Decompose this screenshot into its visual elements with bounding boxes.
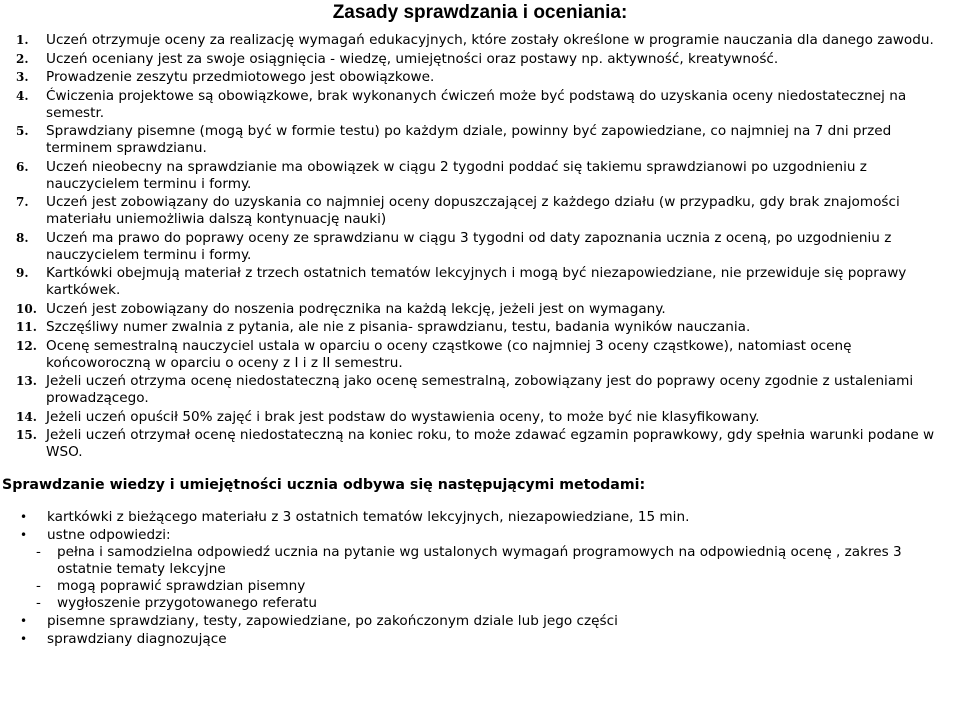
rule-text: Uczeń jest zobowiązany do noszenia podręcznika na każdą lekcję, jeżeli jest on wymagany. [46, 300, 666, 317]
sub-item-text: pełna i samodzielna odpowiedź ucznia na pytanie wg ustalonych wymagań programowych na odpowiednią ocenę , zakres 3 ostatnie tematy lekcyjne [57, 544, 902, 577]
rule-text: Uczeń otrzymuje oceny za realizację wymagań edukacyjnych, które zostały określone w programie nauczania dla danego zawodu. [46, 32, 934, 48]
rule-number: 14. [16, 409, 37, 424]
rule-item [0, 230, 960, 264]
rule-number: 1. [16, 33, 29, 47]
method-text: kartkówki z bieżącego materiału z 3 ostatnich tematów lekcyjnych, niezapowiedziane, 15 min. [47, 509, 690, 525]
rule-number: 7. [16, 195, 29, 209]
rule-item [0, 194, 960, 228]
rule-item [0, 319, 960, 336]
rule-text: Uczeń ma prawo do poprawy oceny ze sprawdzianu w ciągu 3 tygodni od daty zapoznania ucznia z oceną, po uzgodnieniu z nauczycielem terminu i formy. [46, 229, 892, 263]
bullet-icon: • [20, 510, 28, 524]
rule-text: Uczeń oceniany jest za swoje osiągnięcia - wiedzę, umiejętności oraz postawy np. aktywność, kreatywność. [46, 50, 779, 67]
methods-heading: Sprawdzanie wiedzy i umiejętności ucznia odbywa się następującymi metodami: [2, 477, 646, 493]
rule-item [0, 338, 960, 372]
sub-item-text: mogą poprawić sprawdzian pisemny [57, 578, 306, 594]
bullet-icon: • [20, 528, 28, 542]
rules-list [0, 32, 960, 461]
rule-number: 3. [16, 70, 29, 84]
method-item [0, 509, 960, 526]
rule-number: 13. [16, 374, 37, 388]
dash-icon: - [36, 595, 41, 611]
sub-item [0, 544, 960, 578]
dash-icon: - [36, 544, 41, 560]
rule-item [0, 159, 960, 193]
method-item [0, 527, 960, 612]
rule-number: 6. [16, 159, 29, 174]
rule-number: 9. [16, 266, 29, 280]
rule-number: 10. [16, 301, 37, 316]
rule-item [0, 69, 960, 86]
rule-item [0, 88, 960, 122]
bullet-icon: • [20, 614, 28, 628]
rule-number: 2. [16, 51, 29, 66]
method-text: sprawdziany diagnozujące [47, 631, 227, 647]
dash-icon: - [36, 578, 41, 594]
rule-text: Szczęśliwy numer zwalnia z pytania, ale nie z pisania- sprawdzianu, testu, badania wyników nauczania. [46, 319, 751, 335]
rule-text: Sprawdziany pisemne (mogą być w formie testu) po każdym dziale, powinny być zapowiedziane, co najmniej na 7 dni przed terminem sprawdzianu. [46, 123, 892, 156]
rule-text: Uczeń jest zobowiązany do uzyskania co najmniej oceny dopuszczającej z każdego działu (w przypadku, gdy brak znajomości materiału uniemożliwia dalszą kontynuację nauki) [46, 194, 900, 227]
rule-text: Prowadzenie zeszytu przedmiotowego jest obowiązkowe. [46, 69, 435, 85]
rule-text: Jeżeli uczeń otrzyma ocenę niedostateczną jako ocenę semestralną, zobowiązany jest do poprawy oceny zgodnie z ustaleniami prowadzącego. [46, 373, 914, 406]
rule-item [0, 301, 960, 318]
rule-text: Ocenę semestralną nauczyciel ustala w oparciu o oceny cząstkowe (co najmniej 3 oceny cząstkowe), natomiast ocenę końcoworoczną w oparciu o oceny z I i z II semestru. [46, 337, 852, 371]
bullet-icon: • [20, 632, 28, 646]
rule-item [0, 123, 960, 157]
rule-item [0, 409, 960, 426]
rule-item [0, 427, 960, 461]
method-item [0, 631, 960, 648]
sub-item-text: wygłoszenie przygotowanego referatu [57, 595, 317, 611]
rule-text: Ćwiczenia projektowe są obowiązkowe, brak wykonanych ćwiczeń może być podstawą do uzyskania oceny niedostatecznej na semestr. [46, 87, 907, 121]
rule-number: 11. [16, 320, 37, 334]
page-title: Zasady sprawdzania i oceniania: [332, 2, 628, 23]
rule-number: 4. [16, 88, 29, 103]
method-item [0, 613, 960, 630]
rule-number: 5. [16, 124, 29, 138]
rule-number: 8. [16, 230, 29, 245]
rule-item [0, 265, 960, 299]
method-text: ustne odpowiedzi: [47, 527, 171, 543]
rule-item [0, 32, 960, 49]
rule-number: 15. [16, 428, 37, 442]
rule-text: Uczeń nieobecny na sprawdzianie ma obowiązek w ciągu 2 tygodni poddać się takiemu sprawdzianowi po uzgodnieniu z nauczycielem terminu i formy. [46, 158, 867, 192]
rule-text: Jeżeli uczeń otrzymał ocenę niedostateczną na koniec roku, to może zdawać egzamin poprawkowy, gdy spełnia warunki podane w WSO. [46, 427, 935, 460]
rule-item [0, 51, 960, 68]
rule-number: 12. [16, 338, 37, 353]
methods-list [0, 509, 960, 648]
sub-item [0, 578, 960, 595]
rule-text: Kartkówki obejmują materiał z trzech ostatnich tematów lekcyjnych i mogą być niezapowiedziane, nie przewiduje się poprawy kartkówek. [46, 265, 907, 298]
method-text: pisemne sprawdziany, testy, zapowiedziane, po zakończonym dziale lub jego części [47, 613, 618, 629]
rule-item [0, 373, 960, 407]
rule-text: Jeżeli uczeń opuścił 50% zajęć i brak jest podstaw do wystawienia oceny, to może być nie klasyfikowany. [46, 408, 760, 425]
oral-answers-sublist [0, 544, 960, 612]
sub-item [0, 595, 960, 612]
